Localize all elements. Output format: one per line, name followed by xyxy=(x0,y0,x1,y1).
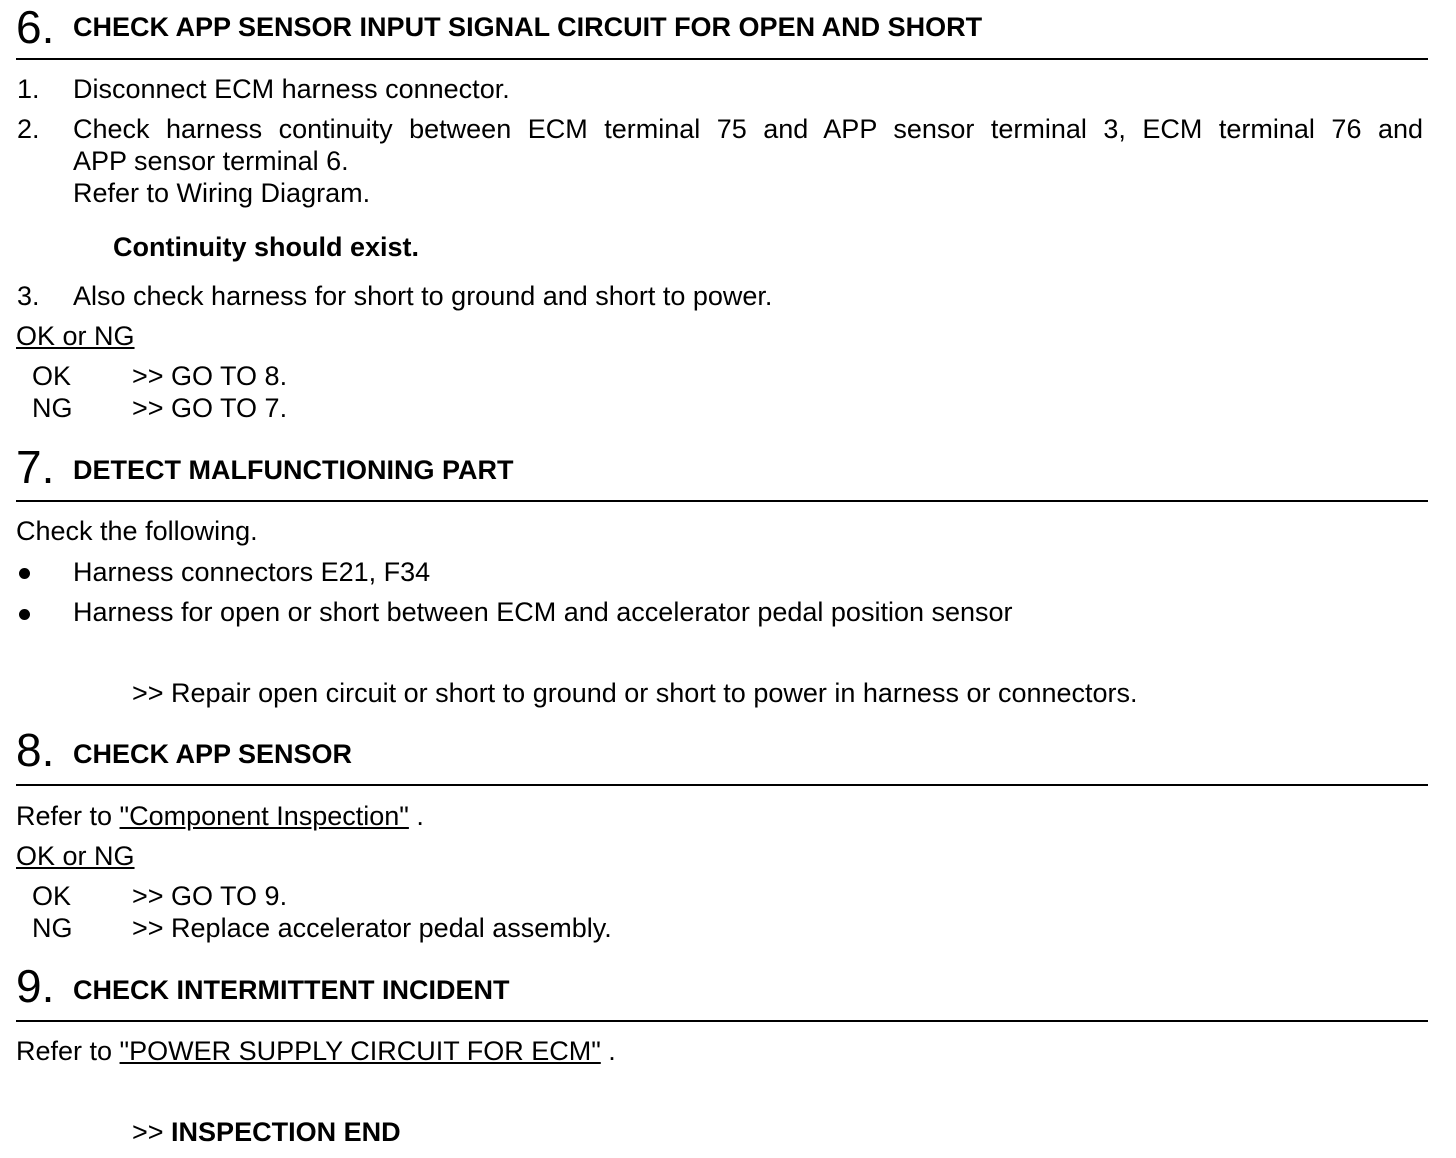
step-6-result-ng-action: >> GO TO 7. xyxy=(132,393,288,423)
inspection-end-text: INSPECTION END xyxy=(171,1117,401,1147)
step-7-action: >> Repair open circuit or short to ground or short to power in harness or connectors. xyxy=(132,678,1138,708)
step-7-number: 7. xyxy=(16,441,55,493)
step-6-title: CHECK APP SENSOR INPUT SIGNAL CIRCUIT FOR OPEN AND SHORT xyxy=(73,12,983,42)
step-8-refer-suffix: . xyxy=(408,801,424,831)
step-6-result-ok-action: >> GO TO 8. xyxy=(132,361,288,391)
step-6-ok-ng-label: OK or NG xyxy=(16,321,135,351)
step-9-number: 9. xyxy=(16,960,55,1012)
step-9-refer-suffix: . xyxy=(600,1036,616,1066)
step-6-item-2-line-2: APP sensor terminal 6. xyxy=(73,146,349,176)
step-9-refer-line xyxy=(16,1035,616,1067)
step-7-divider xyxy=(16,500,1428,502)
bullet-icon xyxy=(19,609,30,620)
step-6-result-ng-status: NG xyxy=(32,393,73,423)
step-6-result-ok-status: OK xyxy=(32,361,72,391)
step-8-number: 8. xyxy=(16,724,55,776)
step-8-result-ng-status: NG xyxy=(32,913,73,943)
step-9-title: CHECK INTERMITTENT INCIDENT xyxy=(73,975,510,1005)
step-6-divider xyxy=(16,58,1428,60)
power-supply-circuit-link[interactable]: "POWER SUPPLY CIRCUIT FOR ECM" xyxy=(119,1036,601,1066)
step-7-title: DETECT MALFUNCTIONING PART xyxy=(73,455,514,485)
step-8-divider xyxy=(16,784,1428,786)
step-8-result-ng-action: >> Replace accelerator pedal assembly. xyxy=(132,913,612,943)
step-7-intro: Check the following. xyxy=(16,516,258,546)
step-8-result-ok-action: >> GO TO 9. xyxy=(132,881,288,911)
inspection-end-prefix: >> xyxy=(132,1117,172,1147)
step-6-spec: Continuity should exist. xyxy=(113,232,420,262)
step-7-bullet-1: Harness connectors E21, F34 xyxy=(73,557,431,587)
step-7-bullet-2: Harness for open or short between ECM and accelerator pedal position sensor xyxy=(73,597,1013,627)
step-8-refer-prefix: Refer to xyxy=(16,801,120,831)
step-8-ok-ng-label: OK or NG xyxy=(16,841,135,871)
inspection-end-line xyxy=(132,1116,401,1148)
step-6-item-3-text: Also check harness for short to ground and short to power. xyxy=(73,281,773,311)
step-6-item-2-number: 2. xyxy=(17,114,40,144)
component-inspection-link[interactable]: "Component Inspection" xyxy=(119,801,409,831)
step-6-item-2-line-3: Refer to Wiring Diagram. xyxy=(73,178,371,208)
step-8-title: CHECK APP SENSOR xyxy=(73,739,353,769)
step-8-result-ok-status: OK xyxy=(32,881,72,911)
step-6-item-1-text: Disconnect ECM harness connector. xyxy=(73,74,510,104)
step-9-refer-prefix: Refer to xyxy=(16,1036,120,1066)
step-6-number: 6. xyxy=(16,1,55,53)
step-6-item-3-number: 3. xyxy=(17,281,40,311)
step-9-divider xyxy=(16,1020,1428,1022)
step-8-refer-line xyxy=(16,800,424,832)
step-6-item-2-line-1: Check harness continuity between ECM terminal 75 and APP sensor terminal 3, ECM terminal 76 and xyxy=(73,114,1423,144)
bullet-icon xyxy=(19,568,30,579)
step-6-item-1-number: 1. xyxy=(17,74,40,104)
